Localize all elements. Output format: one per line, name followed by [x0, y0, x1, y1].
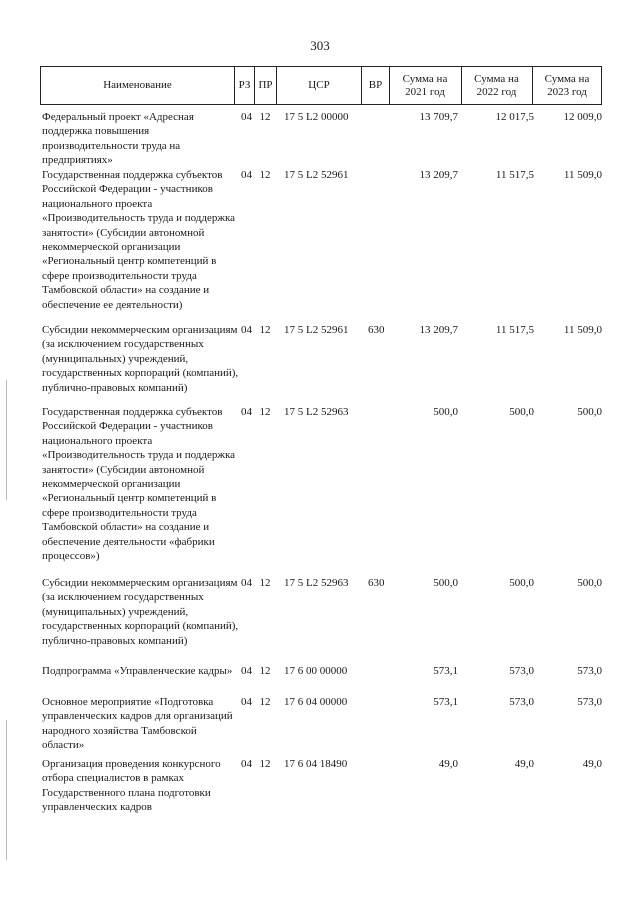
row-csr: 17 6 04 00000: [284, 696, 348, 708]
row-csr: 17 5 L2 52963: [284, 406, 349, 418]
row-name: Основное мероприятие «Подготовка управленческих кадров для организаций народного хозяйства Тамбовской области»: [42, 696, 233, 752]
row-rz: 04: [241, 169, 252, 181]
row-rz: 04: [241, 577, 252, 589]
header-bottom-border: [40, 104, 602, 105]
row-pr: 12: [259, 665, 271, 677]
header-sum-2021: Сумма на 2021 год: [402, 72, 448, 98]
row-sum-2021: 573,1: [433, 665, 458, 677]
row-csr: 17 5 L2 00000: [284, 111, 349, 123]
row-sum-2023: 11 509,0: [563, 324, 602, 336]
row-rz: 04: [241, 758, 252, 770]
row-rz: 04: [241, 324, 252, 336]
row-rz: 04: [241, 665, 252, 677]
row-sum-2022: 500,0: [509, 577, 534, 589]
header-divider: [389, 66, 390, 105]
row-sum-2021: 49,0: [438, 758, 458, 770]
row-sum-2023: 573,0: [577, 696, 602, 708]
header-rz: РЗ: [238, 79, 251, 91]
row-sum-2021: 13 709,7: [419, 111, 458, 123]
header-sum-2022: Сумма на 2022 год: [474, 72, 519, 98]
row-name: Государственная поддержка субъектов Российской Федерации - участников национального проекта «Производительность труда и поддержка занятости» (Субсидии автономной некоммерческой организации «Региональный центр компетенций в сфере производительности труда Тамбовской области» на создание и обеспечение деятельности «фабрики процессов»): [42, 406, 236, 563]
row-pr: 12: [259, 169, 271, 181]
row-csr: 17 5 L2 52963: [284, 577, 349, 589]
row-sum-2023: 500,0: [577, 577, 602, 589]
row-name: Субсидии некоммерческим организациям (за исключением государственных (муниципальных) учреждений, государственных корпораций (компаний), публично-правовых компаний): [42, 324, 239, 394]
header-pr: ПР: [258, 79, 273, 91]
row-pr: 12: [259, 696, 271, 708]
page-number: 303: [310, 38, 330, 53]
row-name: Подпрограмма «Управленческие кадры»: [42, 665, 233, 677]
row-sum-2021: 500,0: [433, 406, 458, 418]
row-rz: 04: [241, 696, 252, 708]
row-sum-2021: 573,1: [433, 696, 458, 708]
row-sum-2021: 13 209,7: [419, 169, 458, 181]
header-name: Наименование: [103, 79, 172, 91]
row-pr: 12: [259, 111, 271, 123]
row-pr: 12: [259, 324, 271, 336]
row-vr: 630: [368, 324, 385, 336]
scan-margin-mark: [6, 720, 7, 860]
row-name: Федеральный проект «Адресная поддержка повышения производительности труда на предприятиях»: [42, 111, 194, 167]
row-sum-2022: 49,0: [514, 758, 534, 770]
row-csr: 17 5 L2 52961: [284, 324, 349, 336]
row-sum-2022: 573,0: [509, 665, 534, 677]
row-pr: 12: [259, 758, 271, 770]
row-csr: 17 6 04 18490: [284, 758, 348, 770]
row-name: Субсидии некоммерческим организациям (за исключением государственных (муниципальных) учреждений, государственных корпораций (компаний), публично-правовых компаний): [42, 577, 239, 647]
row-sum-2022: 11 517,5: [495, 169, 534, 181]
row-sum-2023: 573,0: [577, 665, 602, 677]
row-sum-2021: 500,0: [433, 577, 458, 589]
row-sum-2023: 11 509,0: [563, 169, 602, 181]
row-sum-2023: 49,0: [582, 758, 602, 770]
row-sum-2022: 12 017,5: [495, 111, 534, 123]
row-rz: 04: [241, 406, 252, 418]
row-name: Государственная поддержка субъектов Российской Федерации - участников национального проекта «Производительность труда и поддержка занятости» (Субсидии автономной некоммерческой организации «Региональный центр компетенций в сфере производительности труда Тамбовской области» на создание и обеспечение ее деятельности): [42, 169, 236, 311]
header-divider: [461, 66, 462, 105]
scan-margin-mark: [6, 380, 7, 500]
header-sum-2023: Сумма на 2023 год: [544, 72, 590, 98]
header-vr: ВР: [368, 79, 383, 91]
row-pr: 12: [259, 577, 271, 589]
row-sum-2023: 500,0: [577, 406, 602, 418]
row-csr: 17 6 00 00000: [284, 665, 348, 677]
header-csr: ЦСР: [308, 79, 330, 91]
row-sum-2021: 13 209,7: [419, 324, 458, 336]
row-sum-2022: 11 517,5: [495, 324, 534, 336]
row-vr: 630: [368, 577, 385, 589]
row-csr: 17 5 L2 52961: [284, 169, 349, 181]
header-divider: [601, 66, 602, 105]
row-name: Организация проведения конкурсного отбора специалистов в рамках Государственного плана подготовки управленческих кадров: [42, 758, 221, 814]
row-sum-2022: 500,0: [509, 406, 534, 418]
row-rz: 04: [241, 111, 252, 123]
header-divider: [532, 66, 533, 105]
row-sum-2022: 573,0: [509, 696, 534, 708]
row-pr: 12: [259, 406, 271, 418]
row-sum-2023: 12 009,0: [563, 111, 602, 123]
